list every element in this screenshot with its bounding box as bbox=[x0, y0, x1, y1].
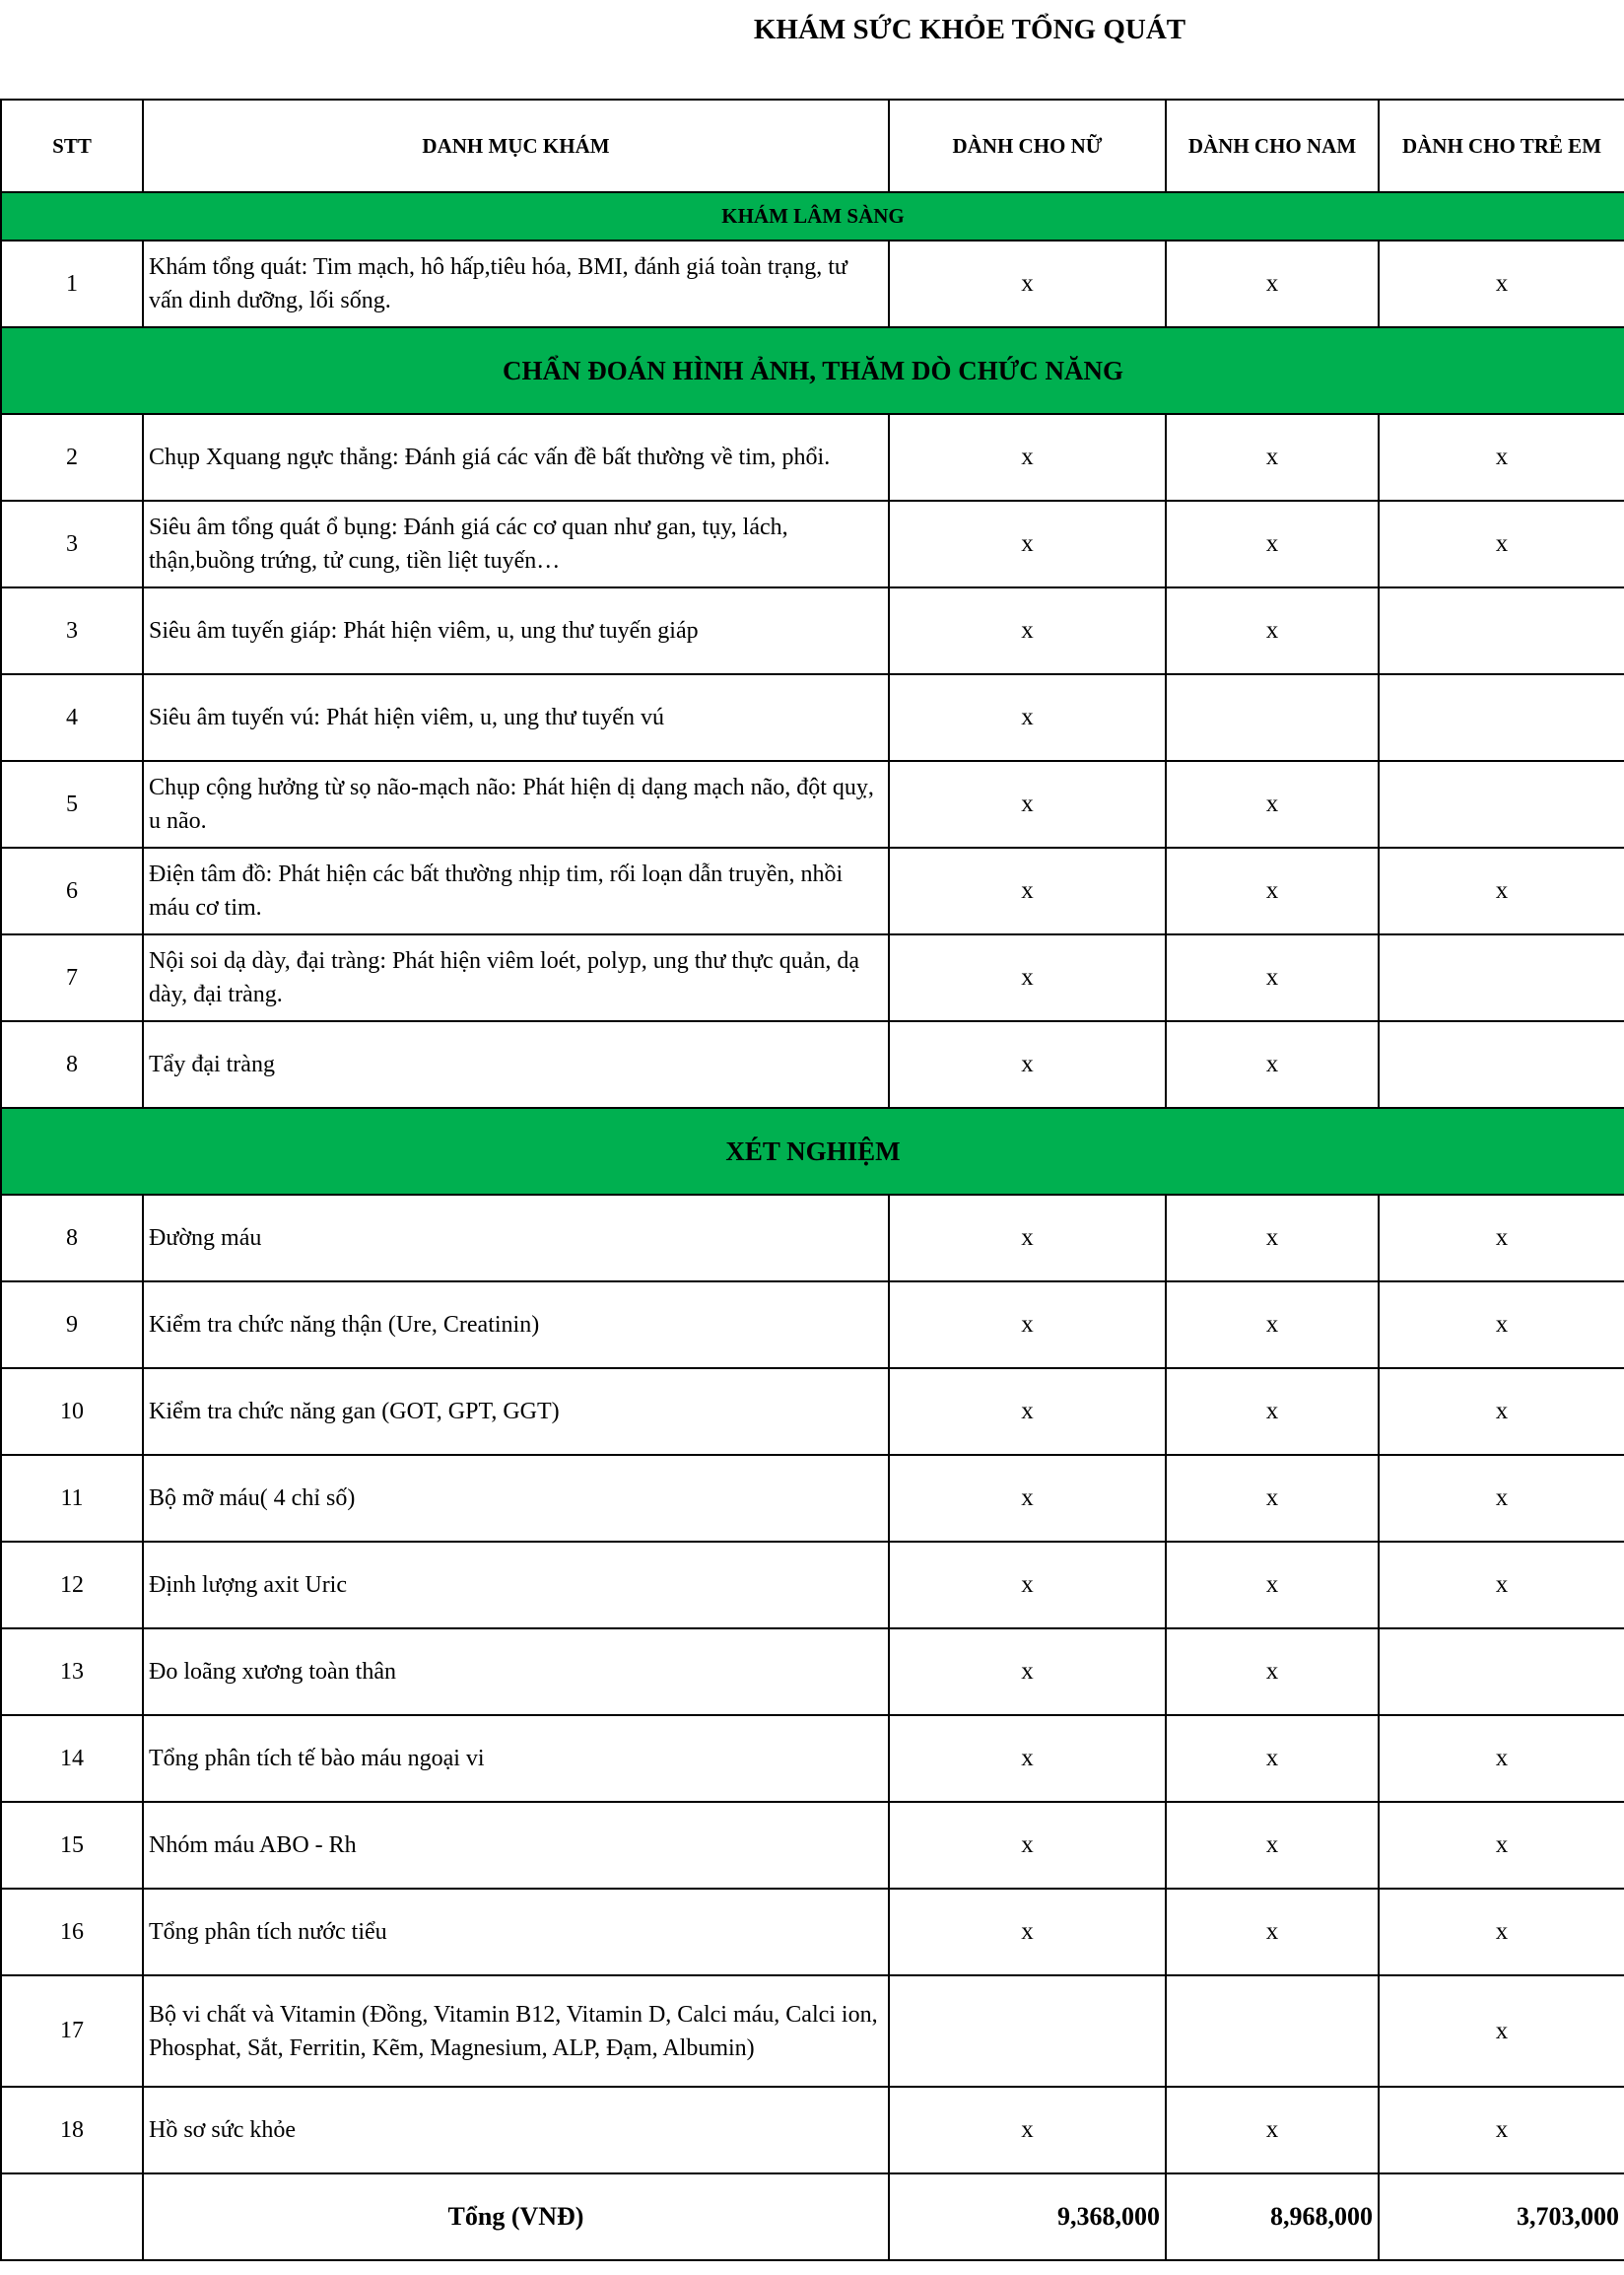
row-child-mark bbox=[1379, 674, 1624, 761]
total-label: Tổng (VNĐ) bbox=[143, 2173, 889, 2260]
table-row bbox=[1, 241, 1624, 327]
row-female-mark: x bbox=[889, 1455, 1166, 1542]
row-stt: 13 bbox=[1, 1628, 143, 1715]
section-header-row bbox=[1, 1108, 1624, 1195]
row-stt: 16 bbox=[1, 1889, 143, 1975]
row-child-mark: x bbox=[1379, 1281, 1624, 1368]
row-child-mark: x bbox=[1379, 1542, 1624, 1628]
row-female-mark: x bbox=[889, 501, 1166, 587]
row-child-mark: x bbox=[1379, 1802, 1624, 1889]
row-child-mark bbox=[1379, 934, 1624, 1021]
row-stt: 15 bbox=[1, 1802, 143, 1889]
row-child-mark bbox=[1379, 761, 1624, 848]
row-description: Kiểm tra chức năng gan (GOT, GPT, GGT) bbox=[143, 1368, 889, 1455]
section-title: XÉT NGHIỆM bbox=[1, 1108, 1624, 1195]
table-row bbox=[1, 2087, 1624, 2173]
row-stt: 8 bbox=[1, 1021, 143, 1108]
row-male-mark: x bbox=[1166, 1715, 1379, 1802]
row-male-mark: x bbox=[1166, 761, 1379, 848]
row-female-mark: x bbox=[889, 1889, 1166, 1975]
table-row bbox=[1, 1715, 1624, 1802]
row-male-mark: x bbox=[1166, 934, 1379, 1021]
row-child-mark: x bbox=[1379, 1368, 1624, 1455]
row-child-mark: x bbox=[1379, 848, 1624, 934]
section-header-row bbox=[1, 192, 1624, 241]
row-child-mark: x bbox=[1379, 1195, 1624, 1281]
row-child-mark: x bbox=[1379, 1715, 1624, 1802]
table-row bbox=[1, 1368, 1624, 1455]
row-description: Kiểm tra chức năng thận (Ure, Creatinin) bbox=[143, 1281, 889, 1368]
row-male-mark: x bbox=[1166, 1455, 1379, 1542]
row-stt: 11 bbox=[1, 1455, 143, 1542]
row-child-mark: x bbox=[1379, 1889, 1624, 1975]
table-row bbox=[1, 501, 1624, 587]
row-child-mark: x bbox=[1379, 2087, 1624, 2173]
row-stt: 8 bbox=[1, 1195, 143, 1281]
row-stt: 7 bbox=[1, 934, 143, 1021]
row-stt: 10 bbox=[1, 1368, 143, 1455]
row-female-mark: x bbox=[889, 674, 1166, 761]
row-male-mark: x bbox=[1166, 848, 1379, 934]
row-child-mark bbox=[1379, 1628, 1624, 1715]
row-stt: 3 bbox=[1, 587, 143, 674]
table-row bbox=[1, 934, 1624, 1021]
table-row bbox=[1, 414, 1624, 501]
row-stt: 14 bbox=[1, 1715, 143, 1802]
row-description: Tổng phân tích nước tiểu bbox=[143, 1889, 889, 1975]
row-stt: 2 bbox=[1, 414, 143, 501]
row-description: Siêu âm tổng quát ổ bụng: Đánh giá các cơ quan như gan, tụy, lách, thận,buồng trứng, tử cung, tiền liệt tuyến… bbox=[143, 501, 889, 587]
total-stt-empty bbox=[1, 2173, 143, 2260]
row-child-mark: x bbox=[1379, 501, 1624, 587]
row-stt: 17 bbox=[1, 1975, 143, 2087]
header-row bbox=[1, 100, 1624, 192]
row-child-mark: x bbox=[1379, 414, 1624, 501]
row-male-mark: x bbox=[1166, 1195, 1379, 1281]
row-child-mark bbox=[1379, 1021, 1624, 1108]
header-male: DÀNH CHO NAM bbox=[1166, 100, 1379, 192]
row-female-mark: x bbox=[889, 848, 1166, 934]
table-row bbox=[1, 1975, 1624, 2087]
row-stt: 1 bbox=[1, 241, 143, 327]
total-male: 8,968,000 bbox=[1166, 2173, 1379, 2260]
row-stt: 3 bbox=[1, 501, 143, 587]
table-row bbox=[1, 1455, 1624, 1542]
table-row bbox=[1, 848, 1624, 934]
section-title: KHÁM LÂM SÀNG bbox=[1, 192, 1624, 241]
row-stt: 6 bbox=[1, 848, 143, 934]
table-body bbox=[1, 192, 1624, 2173]
row-female-mark: x bbox=[889, 1542, 1166, 1628]
row-male-mark: x bbox=[1166, 587, 1379, 674]
row-male-mark: x bbox=[1166, 2087, 1379, 2173]
row-female-mark: x bbox=[889, 1802, 1166, 1889]
row-male-mark: x bbox=[1166, 501, 1379, 587]
row-female-mark bbox=[889, 1975, 1166, 2087]
row-female-mark: x bbox=[889, 1281, 1166, 1368]
row-female-mark: x bbox=[889, 414, 1166, 501]
table-row bbox=[1, 674, 1624, 761]
header-category: DANH MỤC KHÁM bbox=[143, 100, 889, 192]
row-female-mark: x bbox=[889, 934, 1166, 1021]
row-description: Nhóm máu ABO - Rh bbox=[143, 1802, 889, 1889]
table-row bbox=[1, 1628, 1624, 1715]
row-child-mark: x bbox=[1379, 241, 1624, 327]
row-description: Chụp cộng hưởng từ sọ não-mạch não: Phát hiện dị dạng mạch não, đột quỵ, u não. bbox=[143, 761, 889, 848]
row-female-mark: x bbox=[889, 761, 1166, 848]
row-female-mark: x bbox=[889, 1628, 1166, 1715]
header-female: DÀNH CHO NỮ bbox=[889, 100, 1166, 192]
total-child: 3,703,000 bbox=[1379, 2173, 1624, 2260]
row-description: Tổng phân tích tế bào máu ngoại vi bbox=[143, 1715, 889, 1802]
header-child: DÀNH CHO TRẺ EM bbox=[1379, 100, 1624, 192]
row-description: Đường máu bbox=[143, 1195, 889, 1281]
row-male-mark: x bbox=[1166, 1628, 1379, 1715]
row-description: Tẩy đại tràng bbox=[143, 1021, 889, 1108]
row-male-mark: x bbox=[1166, 1021, 1379, 1108]
row-male-mark: x bbox=[1166, 414, 1379, 501]
row-stt: 5 bbox=[1, 761, 143, 848]
row-male-mark: x bbox=[1166, 1889, 1379, 1975]
row-stt: 18 bbox=[1, 2087, 143, 2173]
row-description: Hồ sơ sức khỏe bbox=[143, 2087, 889, 2173]
row-child-mark: x bbox=[1379, 1455, 1624, 1542]
row-male-mark bbox=[1166, 1975, 1379, 2087]
row-stt: 9 bbox=[1, 1281, 143, 1368]
row-description: Khám tổng quát: Tim mạch, hô hấp,tiêu hóa, BMI, đánh giá toàn trạng, tư vấn dinh dưỡng, lối sống. bbox=[143, 241, 889, 327]
row-stt: 4 bbox=[1, 674, 143, 761]
section-title: CHẨN ĐOÁN HÌNH ẢNH, THĂM DÒ CHỨC NĂNG bbox=[1, 327, 1624, 414]
header-stt: STT bbox=[1, 100, 143, 192]
row-description: Nội soi dạ dày, đại tràng: Phát hiện viêm loét, polyp, ung thư thực quản, dạ dày, đại tràng. bbox=[143, 934, 889, 1021]
table-row bbox=[1, 1021, 1624, 1108]
row-male-mark: x bbox=[1166, 1368, 1379, 1455]
table-row bbox=[1, 587, 1624, 674]
table-row bbox=[1, 1542, 1624, 1628]
checkup-table bbox=[0, 99, 1624, 2261]
row-description: Bộ mỡ máu( 4 chỉ số) bbox=[143, 1455, 889, 1542]
row-description: Đo loãng xương toàn thân bbox=[143, 1628, 889, 1715]
row-description: Điện tâm đồ: Phát hiện các bất thường nhịp tim, rối loạn dẫn truyền, nhồi máu cơ tim. bbox=[143, 848, 889, 934]
row-description: Định lượng axit Uric bbox=[143, 1542, 889, 1628]
row-female-mark: x bbox=[889, 1715, 1166, 1802]
total-row bbox=[1, 2173, 1624, 2260]
row-female-mark: x bbox=[889, 1368, 1166, 1455]
row-child-mark bbox=[1379, 587, 1624, 674]
section-header-row bbox=[1, 327, 1624, 414]
row-description: Siêu âm tuyến vú: Phát hiện viêm, u, ung thư tuyến vú bbox=[143, 674, 889, 761]
row-male-mark: x bbox=[1166, 1802, 1379, 1889]
table-row bbox=[1, 1889, 1624, 1975]
row-male-mark bbox=[1166, 674, 1379, 761]
row-female-mark: x bbox=[889, 241, 1166, 327]
row-stt: 12 bbox=[1, 1542, 143, 1628]
row-female-mark: x bbox=[889, 1021, 1166, 1108]
table-row bbox=[1, 1281, 1624, 1368]
row-male-mark: x bbox=[1166, 241, 1379, 327]
row-male-mark: x bbox=[1166, 1542, 1379, 1628]
row-male-mark: x bbox=[1166, 1281, 1379, 1368]
page-title: KHÁM SỨC KHỎE TỔNG QUÁT bbox=[753, 14, 1186, 45]
table-row bbox=[1, 1802, 1624, 1889]
row-child-mark: x bbox=[1379, 1975, 1624, 2087]
row-description: Chụp Xquang ngực thẳng: Đánh giá các vấn đề bất thường về tim, phổi. bbox=[143, 414, 889, 501]
table-row bbox=[1, 761, 1624, 848]
row-female-mark: x bbox=[889, 1195, 1166, 1281]
total-female: 9,368,000 bbox=[889, 2173, 1166, 2260]
row-description: Siêu âm tuyến giáp: Phát hiện viêm, u, ung thư tuyến giáp bbox=[143, 587, 889, 674]
row-female-mark: x bbox=[889, 2087, 1166, 2173]
row-description: Bộ vi chất và Vitamin (Đồng, Vitamin B12, Vitamin D, Calci máu, Calci ion, Phosphat, Sắt, Ferritin, Kẽm, Magnesium, ALP, Đạm, Albumin) bbox=[143, 1975, 889, 2087]
row-female-mark: x bbox=[889, 587, 1166, 674]
table-row bbox=[1, 1195, 1624, 1281]
